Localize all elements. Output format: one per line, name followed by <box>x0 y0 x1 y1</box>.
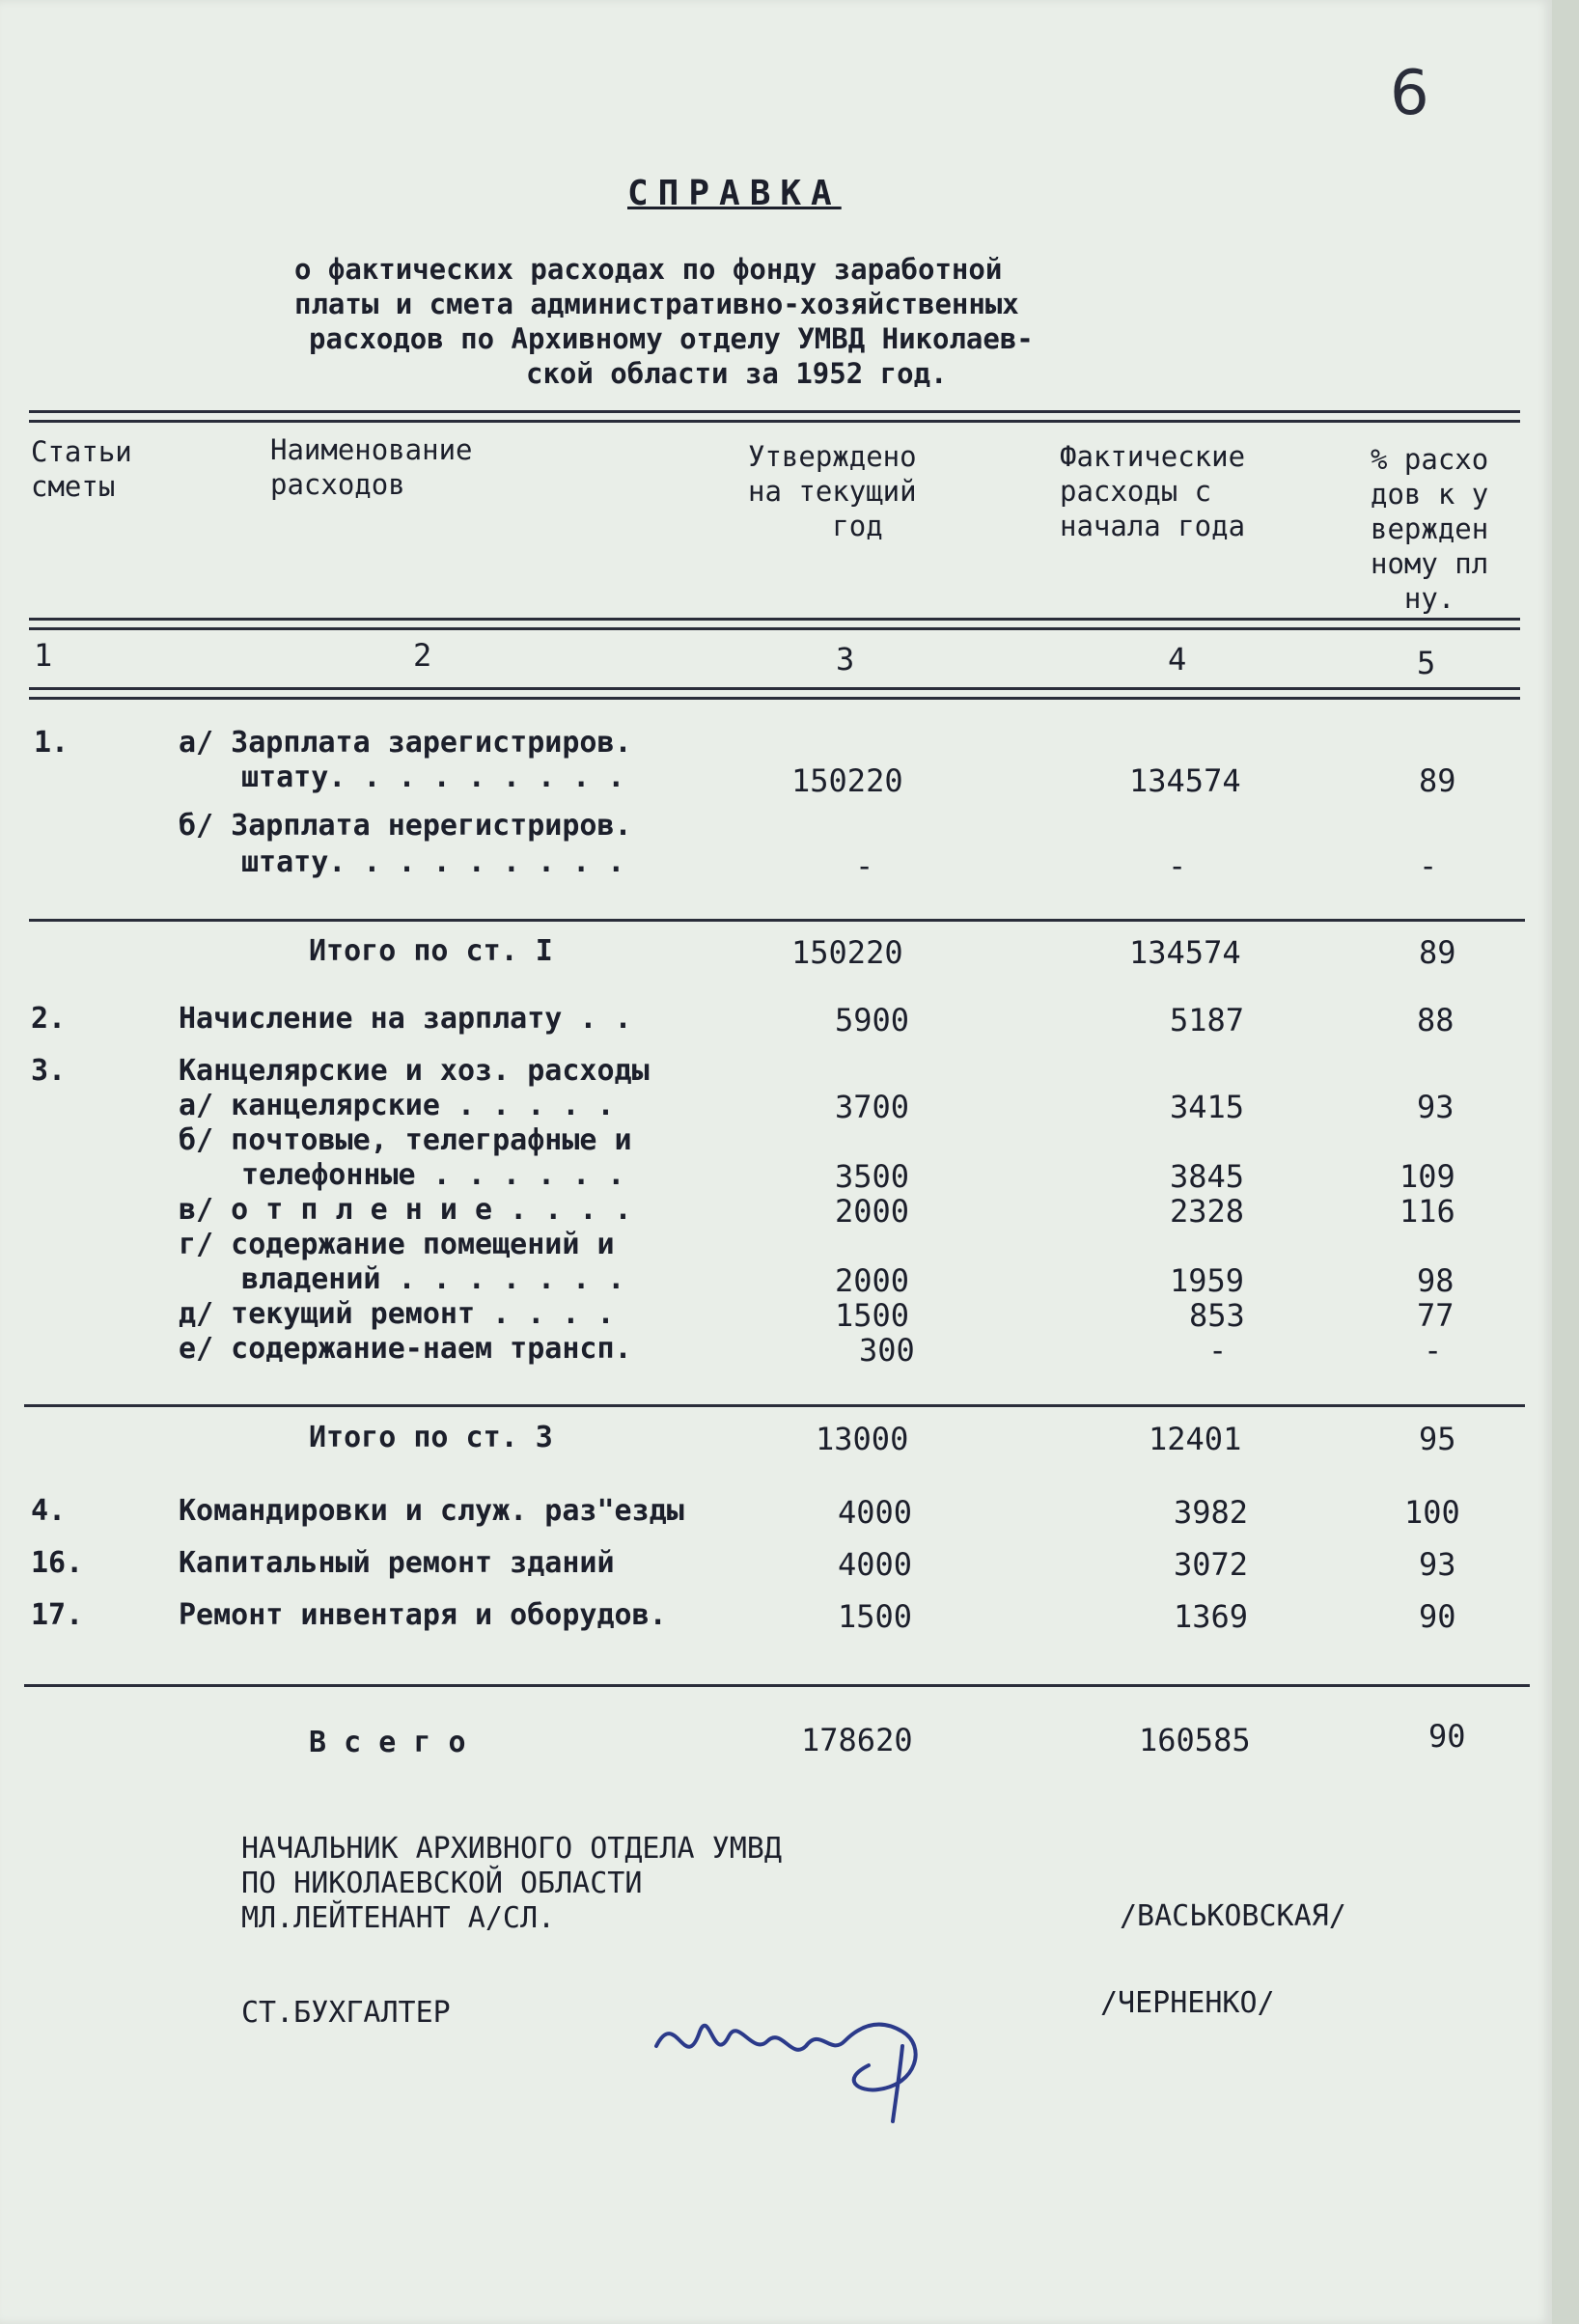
page-number: 6 <box>1390 58 1429 129</box>
column-number: 1 <box>34 637 53 674</box>
row-label: Командировки и служ. раз"езды <box>179 1494 684 1528</box>
approved-value: 150220 <box>791 934 903 971</box>
handwritten-signature <box>647 1988 956 2133</box>
row-label: Канцелярские и хоз. расходы <box>179 1054 650 1088</box>
signature-title-line: НАЧАЛЬНИК АРХИВНОГО ОТДЕЛА УМВД <box>241 1832 782 1866</box>
signature-title-line: СТ.БУХГАЛТЕР <box>241 1996 451 2030</box>
approved-value: 150220 <box>791 762 903 799</box>
approved-value: 1500 <box>835 1297 910 1334</box>
approved-value: 13000 <box>816 1421 909 1457</box>
article-number: 17. <box>31 1598 84 1632</box>
column-number: 4 <box>1168 641 1187 678</box>
column-number-rule <box>29 687 1520 700</box>
column-number: 3 <box>836 641 855 678</box>
row-label: Капитальный ремонт зданий <box>179 1546 615 1580</box>
percent-value: 95 <box>1419 1421 1456 1457</box>
approved-value: 178620 <box>801 1722 913 1758</box>
actual-value: 3072 <box>1174 1546 1249 1583</box>
approved-value: 4000 <box>838 1546 913 1583</box>
actual-value: 12401 <box>1149 1421 1242 1457</box>
row-label: г/ содержание помещений и <box>179 1228 615 1261</box>
percent-value: 88 <box>1417 1002 1454 1038</box>
signature-title-line: МЛ.ЛЕЙТЕНАНТ А/СЛ. <box>241 1901 556 1935</box>
approved-value: 4000 <box>838 1494 913 1531</box>
column-number: 2 <box>413 637 432 674</box>
row-label: е/ содержание-наем трансп. <box>179 1332 632 1366</box>
percent-value: 89 <box>1419 762 1456 799</box>
article-number: 2. <box>31 1002 67 1036</box>
row-label: Начисление на зарплату . . <box>179 1002 632 1036</box>
article-number: 16. <box>31 1546 84 1580</box>
percent-value: 100 <box>1404 1494 1460 1531</box>
column-header-name: Наименование расходов <box>270 433 473 501</box>
signatory-name: /ЧЕРНЕНКО/ <box>1100 1986 1275 2020</box>
column-header-articles: Статьи сметы <box>31 435 132 503</box>
approved-value: - <box>855 847 874 884</box>
actual-value: 134574 <box>1129 762 1241 799</box>
approved-value: 1500 <box>838 1598 913 1635</box>
percent-value: 90 <box>1419 1598 1456 1635</box>
row-label: владений . . . . . . . <box>241 1262 625 1296</box>
table-top-rule <box>29 410 1520 423</box>
approved-value: 2000 <box>835 1262 910 1299</box>
column-number: 5 <box>1417 645 1436 681</box>
actual-value: 160585 <box>1139 1722 1251 1758</box>
approved-value: 3700 <box>835 1089 910 1125</box>
row-label: телефонные . . . . . . <box>241 1158 625 1192</box>
row-label: а/ канцелярские . . . . . <box>179 1089 615 1122</box>
row-label: штату. . . . . . . . . <box>241 845 625 879</box>
subtitle-line: о фактических расходах по фонду заработной <box>294 253 1003 286</box>
row-label: д/ текущий ремонт . . . . <box>179 1297 615 1331</box>
actual-value: 5187 <box>1170 1002 1245 1038</box>
total-rule <box>24 1684 1530 1687</box>
grand-total-label: В с е г о <box>309 1726 466 1759</box>
percent-value: - <box>1419 847 1438 884</box>
actual-value: - <box>1208 1332 1228 1369</box>
column-header-percent: % расхо дов к у верждeн ному пл ну. <box>1371 443 1489 615</box>
percent-value: 93 <box>1419 1546 1456 1583</box>
actual-value: 2328 <box>1170 1193 1245 1230</box>
subtotal-rule <box>29 919 1525 922</box>
percent-value: 109 <box>1399 1158 1455 1195</box>
actual-value: 134574 <box>1129 934 1241 971</box>
signatory-name: /ВАСЬКОВСКАЯ/ <box>1120 1899 1346 1933</box>
subtitle-line: ской области за 1952 год. <box>526 357 948 390</box>
row-label: б/ почтовые, телеграфные и <box>179 1123 632 1157</box>
percent-value: 89 <box>1419 934 1456 971</box>
actual-value: 3415 <box>1170 1089 1245 1125</box>
percent-value: 116 <box>1399 1193 1455 1230</box>
subtotal-label: Итого по ст. I <box>309 934 553 968</box>
approved-value: 3500 <box>835 1158 910 1195</box>
approved-value: 300 <box>859 1332 915 1369</box>
actual-value: 3982 <box>1174 1494 1249 1531</box>
article-number: 3. <box>31 1054 67 1088</box>
signature-title-line: ПО НИКОЛАЕВСКОЙ ОБЛАСТИ <box>241 1867 643 1900</box>
article-number: 1. <box>34 726 69 760</box>
percent-value: - <box>1424 1332 1443 1369</box>
actual-value: 1959 <box>1170 1262 1245 1299</box>
column-header-actual: Фактические расходы с начала года <box>1060 440 1246 542</box>
subtitle-line: расходов по Архивному отделу УМВД Николаев- <box>309 322 1034 355</box>
row-label: а/ Зарплата зарегистриров. <box>179 726 632 760</box>
row-label: Ремонт инвентаря и оборудов. <box>179 1598 667 1632</box>
article-number: 4. <box>31 1494 67 1528</box>
row-label: штату. . . . . . . . . <box>241 761 625 794</box>
percent-value: 98 <box>1417 1262 1454 1299</box>
percent-value: 90 <box>1428 1718 1466 1755</box>
approved-value: 2000 <box>835 1193 910 1230</box>
actual-value: 1369 <box>1174 1598 1249 1635</box>
header-rule <box>29 618 1520 630</box>
column-header-approved: Утверждено на текущий год <box>748 440 917 542</box>
subtitle-line: платы и смета административно-хозяйственных <box>294 288 1019 320</box>
actual-value: 853 <box>1189 1297 1245 1334</box>
actual-value: - <box>1168 847 1187 884</box>
percent-value: 93 <box>1417 1089 1454 1125</box>
row-label: б/ Зарплата нерегистриров. <box>179 809 632 843</box>
actual-value: 3845 <box>1170 1158 1245 1195</box>
document-title: СПРАВКА <box>627 174 842 213</box>
page-edge <box>1552 0 1579 2324</box>
subtotal-rule <box>24 1404 1525 1407</box>
row-label: в/ о т п л е н и е . . . . <box>179 1193 632 1227</box>
subtotal-label: Итого по ст. 3 <box>309 1421 553 1454</box>
percent-value: 77 <box>1417 1297 1454 1334</box>
approved-value: 5900 <box>835 1002 910 1038</box>
